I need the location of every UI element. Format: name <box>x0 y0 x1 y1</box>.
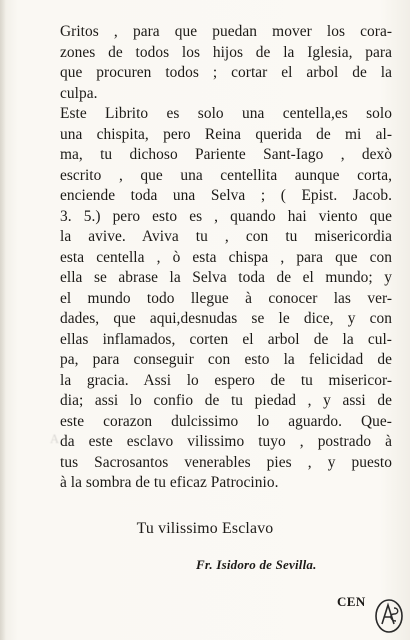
text-line: ma, tu dichoso Pariente Sant-Iago , dexò <box>60 146 392 163</box>
text-line: da este esclavo vilissimo tuyo , postrado à <box>60 433 392 450</box>
text-line: à la sombra de tu eficaz Patrocinio. <box>60 474 279 491</box>
text-line: dades, que aqui,desnudas se le dice, y con <box>60 310 392 327</box>
text-line: escrito , que una centellita aunque corta, <box>60 166 392 184</box>
signature-salutation: Tu vilissimo Esclavo <box>136 520 274 537</box>
text-line: tus Sacrosantos venerables pies , y puesto <box>60 453 392 471</box>
text-line: dia; assi lo confio de tu piedad , y assi de <box>60 392 392 409</box>
text-line: Gritos , para que puedan mover los cora- <box>60 23 392 40</box>
body-text <box>60 22 392 494</box>
text-line: la avive. Aviva tu , con tu misericordia <box>60 228 392 245</box>
text-line: una chispita, pero Reina querida de mi al- <box>60 125 392 143</box>
text-line: Este Librito es solo una centella,es solo <box>60 105 392 122</box>
text-line: esta centella , ò esta chispa , para que con <box>60 248 392 266</box>
text-line: ella se abrase la Selva toda de el mundo; y <box>60 269 392 286</box>
page-gutter-shadow <box>0 0 6 640</box>
text-line: pa, para conseguir con esto la felicidad de <box>60 351 392 368</box>
text-line: enciende toda una Selva ; ( Epist. Jacob. <box>60 187 392 204</box>
catchword: CEN <box>337 594 366 609</box>
text-line: la gracia. Assi lo espero de tu misericor- <box>60 371 392 389</box>
library-stamp-icon <box>373 596 405 634</box>
text-line: el mundo todo llegue à conocer las ver- <box>60 289 392 307</box>
text-line: ellas inflamados, corten el arbol de la cul- <box>60 330 392 348</box>
text-line: que procuren todos ; cortar el arbol de la <box>60 64 392 81</box>
text-line: este corazon dulcissimo lo aguardo. Que- <box>60 412 392 430</box>
bleed-through-text: A <box>50 432 65 446</box>
signature-name: Fr. Isidoro de Sevilla. <box>196 557 317 572</box>
text-line: 3. 5.) pero esto es , quando hai viento que <box>60 207 392 225</box>
text-line: culpa. <box>60 84 98 102</box>
text-line: zones de todos los hijos de la Iglesia, para <box>60 43 392 61</box>
